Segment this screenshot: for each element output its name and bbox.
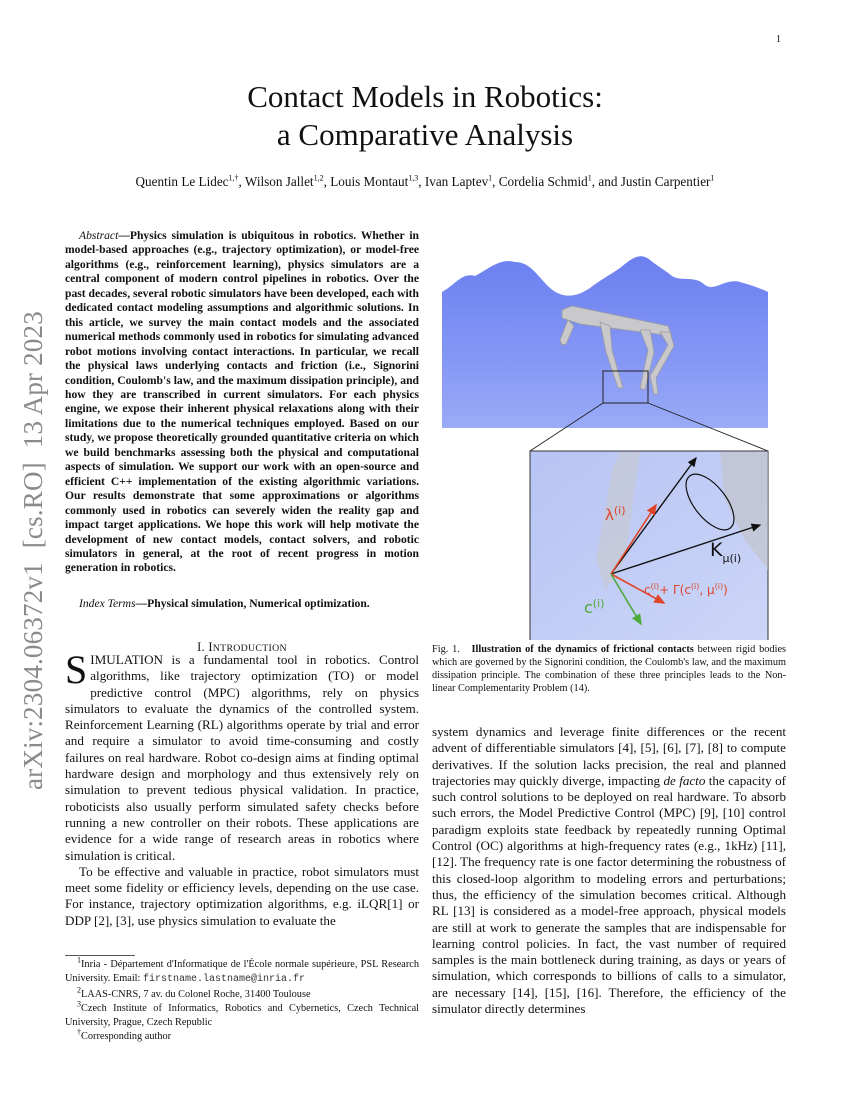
- title-line-1: Contact Models in Robotics:: [247, 79, 603, 114]
- index-terms: [65, 597, 419, 611]
- author: Louis Montaut: [330, 174, 409, 189]
- title-line-2: a Comparative Analysis: [276, 117, 574, 152]
- emphasis: de facto: [663, 772, 706, 788]
- arxiv-stamp: arXiv:2304.06372v1 [cs.RO] 13 Apr 2023: [18, 311, 48, 790]
- lambda-label: $\lambda^{(i)}$: [605, 504, 626, 524]
- affiliation-mark: 1: [710, 173, 715, 183]
- footnote: [65, 985, 419, 1002]
- footnote-text: Corresponding author: [81, 1031, 172, 1043]
- inset: [530, 451, 768, 640]
- footnote: [65, 999, 419, 1031]
- page-number: 1: [776, 34, 781, 45]
- caption-text: between rigid bodies which are governed by the Signorini condition, the Coulomb's law, and the maximum dissipation principle. The combination of these three principles leads to the Non-linear Complementarity Problem (14).: [432, 644, 787, 694]
- author: Ivan Laptev: [424, 174, 489, 189]
- right-column-text: [432, 724, 786, 1017]
- footnote-rule: [65, 955, 135, 956]
- index-terms-text: —Physical simulation, Numerical optimization.: [135, 597, 370, 610]
- figure-1: [430, 240, 780, 640]
- paper-title: [0, 78, 850, 154]
- author: Quentin Le Lidec: [135, 174, 229, 189]
- footnote: [65, 955, 419, 988]
- footnote-mark: 3: [77, 999, 81, 1009]
- footnote-mark: 1: [77, 955, 81, 965]
- footnote-text: Inria - Département d'Informatique de l'École normale supérieure, PSL Research University. Email:: [65, 959, 419, 985]
- caption-bold: Illustration of the dynamics of frictional contacts: [471, 644, 694, 655]
- footnote: [65, 1030, 419, 1044]
- author: Wilson Jallet: [244, 174, 314, 189]
- velocity-label: $c^{(i)}$: [584, 597, 605, 617]
- footnote-mark: †: [77, 1028, 81, 1038]
- paragraph-text: IMULATION is a fundamental tool in robotics. Control algorithms, like trajectory optimization (TO) or model predictive control (MPC) algorithms, rely on physics simulators to evaluate the dynamics of the controlled system. Reinforcement Learning (RL) algorithms operate by trial and error and require a simulator to avoid time-consuming and costly failures on real hardware. Robot co-design aims at finding optimal hardware design and morphology and thus extensively rely on simulation to prevent tedious physical validation. In practice, roboticists also usually perform simulated safety checks before running a new controller on their robots. These applications are evidence for a wide range of research areas in robotics where simulation is critical.: [65, 652, 419, 863]
- cone-label: $K_\mu(i)$: [710, 539, 742, 565]
- section-number: I.: [197, 640, 205, 654]
- footnote-text: LAAS-CNRS, 7 av. du Colonel Roche, 31400 Toulouse: [81, 988, 311, 1000]
- figure-caption: [432, 643, 786, 695]
- and-word: and: [598, 174, 618, 189]
- affiliation-mark: 1,2: [313, 173, 324, 183]
- paragraph: system dynamics and leverage finite differences or the recent advent of differentiable simulators [4], [5], [6], [7], [8] to compute derivatives. If the solution lacks precision, the real and planned trajectories may quickly diverge, impacting de facto the capacity of such control solutions to be deployed on real hardware. To absorb such errors, the Model Predictive Control (MPC) [9], [10] control paradigm exploits state feedback by repeatedly running Optimal Control (OC) algorithms at high-frequency rates (e.g., 1kHz) [11], [12]. The frequency rate is one factor determining the robustness of this closed-loop algorithm to modeling errors and perturbations; thus, the efficiency of the simulation becomes critical. Although RL [13] is considered as a model-free approach, physical models are still at work to generate the samples that are indispensable for learning control policies. In fact, the vast number of required samples is the main bottleneck during training, as days or years of simulation, which corresponds to billions of calls to a simulator, are necessary [14], [15], [16]. Therefore, the efficiency of the simulator directly determines: [432, 724, 786, 1017]
- author-list: Quentin Le Lidec$^{1,\dagger}$, Wilson Jallet$^{1,2}$, Louis Montaut$^{1,3}$, Ivan Laptev$^1$, Cordelia Schmid$^1$, and Justin Carpentier$^1$: [135, 173, 715, 189]
- abstract-text: —Physics simulation is ubiquitous in robotics. Whether in model-based approaches (e.g., trajectory optimization), or model-free algorithms (e.g., reinforcement learning), physics simulators are a central component of modern control pipelines in robotics. Over the past decades, several robotic simulators have been developed, each with dedicated contact modeling assumptions and algorithmic solutions. In this article, we survey the main contact models and the associated numerical methods commonly used in robotics for simulating advanced robot motions involving contact interactions. In particular, we recall the physical laws underlying contacts and friction (i.e., Signorini condition, Coulomb's law, and the maximum dissipation principle), and how they are transcribed in current simulators. For each physics engine, we expose their inherent physical relaxations along with their limitations due to the numerical techniques employed. Based on our study, we propose theoretically grounded quantitative criteria on which we build benchmarks assessing both the physical and computational aspects of simulation. We support our work with an open-source and efficient C++ implementation of the existing algorithmic variations. Our results demonstrate that some approximations or algorithms commonly used in robotics can severely widen the reality gap and impact target applications. We hope this work will help motivate the development of new contact models, contact solvers, and robotic simulators in general, at the root of recent progress in motion generation in robotics.: [65, 229, 419, 575]
- footnote-mark: 2: [77, 985, 81, 995]
- affiliation-mark: 1,3: [408, 173, 419, 183]
- drop-cap: S: [65, 647, 88, 692]
- author: Cordelia Schmid: [498, 174, 588, 189]
- caption-label: Fig. 1.: [432, 644, 460, 655]
- author: Justin Carpentier: [620, 174, 711, 189]
- affiliation-mark: 1: [587, 173, 592, 183]
- footnotes: [65, 955, 419, 1045]
- affiliation-mark: 1,†: [228, 173, 239, 183]
- email-address[interactable]: firstname.lastname@inria.fr: [142, 974, 306, 986]
- abstract: [65, 229, 419, 576]
- footnote-text: Czech Institute of Informatics, Robotics and Cybernetics, Czech Technical University, Prague, Czech Republic: [65, 1002, 419, 1029]
- paragraph: To be effective and valuable in practice, robot simulators must meet some fidelity or efficiency levels, depending on the use case. For instance, trajectory optimization algorithms, e.g. iLQR[1] or DDP [2], [3], use physics simulation to evaluate the: [65, 863, 419, 928]
- velocity-sum-label: $c^{(i)}+ \Gamma(c^{(i)}$, $\mu^{(i)}$): [644, 582, 728, 597]
- section-title: INTRODUCTION: [208, 640, 287, 654]
- abstract-label: Abstract: [79, 229, 119, 242]
- index-terms-label: Index Terms: [79, 597, 136, 610]
- affiliation-mark: 1: [488, 173, 493, 183]
